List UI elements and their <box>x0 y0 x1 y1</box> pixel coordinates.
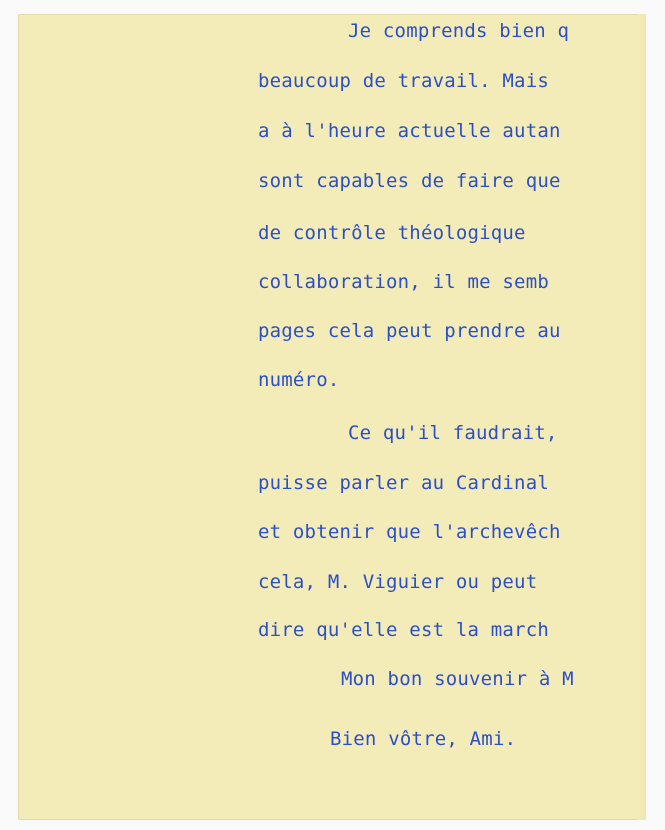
letter-line-8: numéro. <box>258 369 340 391</box>
letter-line-2: beaucoup de travail. Mais <box>258 70 549 92</box>
letter-line-10: puisse parler au Cardinal <box>258 472 549 494</box>
letter-line-3: a à l'heure actuelle autan <box>258 120 561 142</box>
letter-line-11: et obtenir que l'archevêch <box>258 521 561 543</box>
letter-sheet <box>18 14 646 820</box>
letter-line-13: dire qu'elle est la march <box>258 619 549 641</box>
signature-line: Bien vôtre, Ami. <box>330 728 517 750</box>
letter-line-4: sont capables de faire que <box>258 170 561 192</box>
letter-line-5: de contrôle théologique <box>258 222 526 244</box>
letter-line-12: cela, M. Viguier ou peut <box>258 571 538 593</box>
letter-line-9: Ce qu'il faudrait, <box>348 422 558 444</box>
letter-line-6: collaboration, il me semb <box>258 271 549 293</box>
torn-paper-edge <box>638 14 646 820</box>
letter-line-1: Je comprends bien q <box>348 20 570 42</box>
letter-line-7: pages cela peut prendre au <box>258 320 561 342</box>
letter-line-14: Mon bon souvenir à M <box>341 668 574 690</box>
